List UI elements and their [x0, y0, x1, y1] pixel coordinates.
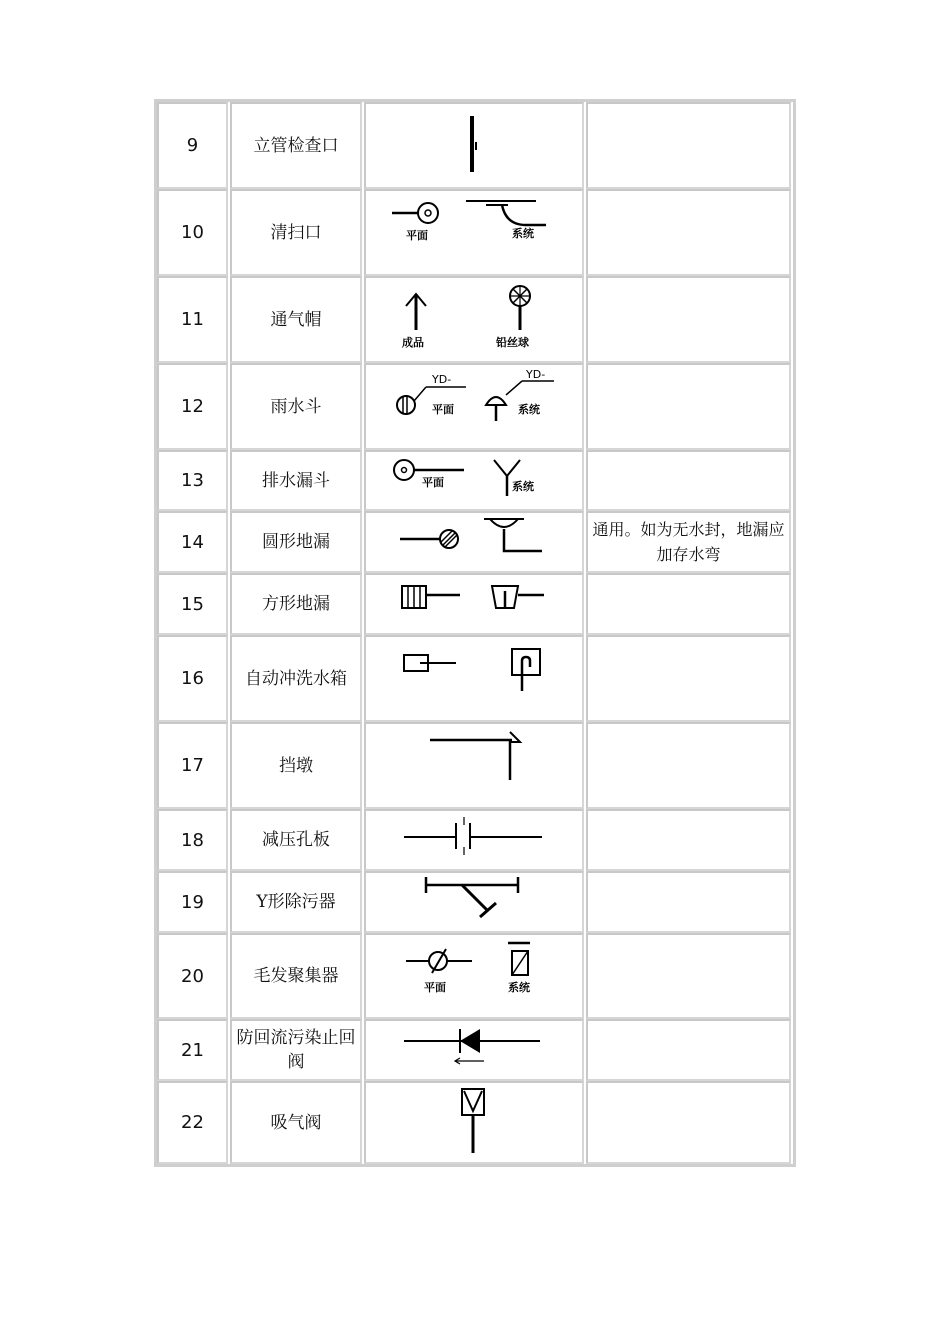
square-floor-drain-icon	[366, 575, 582, 633]
row-note	[586, 933, 791, 1019]
row-note	[586, 1019, 791, 1081]
hair-collector-icon	[366, 935, 582, 1017]
table-row	[157, 809, 793, 871]
row-name: 立管检查口	[230, 102, 362, 189]
row-symbol	[364, 1019, 584, 1081]
row-note	[586, 363, 791, 450]
row-name: 排水漏斗	[230, 450, 362, 511]
row-number: 20	[157, 933, 228, 1019]
row-symbol	[364, 871, 584, 933]
row-number: 12	[157, 363, 228, 450]
row-number: 21	[157, 1019, 228, 1081]
symbol-label: 系统	[512, 480, 534, 493]
row-number: 11	[157, 276, 228, 363]
row-symbol	[364, 102, 584, 189]
table-row	[157, 1019, 793, 1081]
row-note	[586, 189, 791, 276]
symbol-label: 系统	[512, 227, 534, 240]
symbol-label: 系统	[518, 403, 540, 416]
symbol-label: 成品	[402, 336, 424, 349]
row-symbol	[364, 933, 584, 1019]
row-name: 减压孔板	[230, 809, 362, 871]
row-note	[586, 635, 791, 722]
row-name: 通气帽	[230, 276, 362, 363]
symbol-label: 系统	[508, 981, 530, 994]
row-note	[586, 1081, 791, 1164]
row-symbol	[364, 722, 584, 809]
row-name: 挡墩	[230, 722, 362, 809]
row-name: 自动冲洗水箱	[230, 635, 362, 722]
pressure-reducing-orifice-icon	[366, 811, 582, 869]
symbol-label: 平面	[422, 476, 444, 489]
row-note	[586, 573, 791, 635]
row-symbol	[364, 189, 584, 276]
row-name: 清扫口	[230, 189, 362, 276]
row-name: 防回流污染止回阀	[230, 1019, 362, 1081]
row-symbol	[364, 1081, 584, 1164]
table-row	[157, 450, 793, 511]
table-row	[157, 363, 793, 450]
table-row	[157, 722, 793, 809]
row-number: 16	[157, 635, 228, 722]
row-note	[586, 102, 791, 189]
row-note	[586, 450, 791, 511]
symbol-label: 平面	[432, 403, 454, 416]
row-note: 通用。如为无水封，地漏应加存水弯	[586, 511, 791, 573]
row-number: 9	[157, 102, 228, 189]
row-number: 19	[157, 871, 228, 933]
row-symbol	[364, 511, 584, 573]
row-name: 方形地漏	[230, 573, 362, 635]
symbol-label: YD-	[432, 373, 452, 386]
row-symbol	[364, 450, 584, 511]
rain-hopper-icon	[366, 365, 582, 448]
row-symbol	[364, 276, 584, 363]
symbol-label: 平面	[406, 229, 428, 242]
row-note	[586, 276, 791, 363]
auto-flush-tank-icon	[366, 637, 582, 720]
row-number: 14	[157, 511, 228, 573]
table-row	[157, 189, 793, 276]
row-symbol	[364, 809, 584, 871]
y-strainer-icon	[366, 873, 582, 931]
row-note	[586, 722, 791, 809]
row-number: 18	[157, 809, 228, 871]
row-note	[586, 809, 791, 871]
row-symbol	[364, 573, 584, 635]
row-number: 17	[157, 722, 228, 809]
row-name: 雨水斗	[230, 363, 362, 450]
table-row	[157, 871, 793, 933]
row-symbol	[364, 363, 584, 450]
row-symbol	[364, 635, 584, 722]
thrust-block-icon	[366, 724, 582, 807]
table-row	[157, 933, 793, 1019]
symbol-label: 铅丝球	[496, 336, 529, 349]
row-number: 13	[157, 450, 228, 511]
riser-inspection-port-icon	[366, 104, 582, 187]
cleanout-icon	[366, 191, 582, 274]
table-row	[157, 1081, 793, 1164]
table-row	[157, 635, 793, 722]
row-name: Y形除污器	[230, 871, 362, 933]
table-row	[157, 573, 793, 635]
row-number: 22	[157, 1081, 228, 1164]
symbol-label: 平面	[424, 981, 446, 994]
row-number: 15	[157, 573, 228, 635]
drain-funnel-icon	[366, 452, 582, 509]
table-row	[157, 511, 793, 573]
symbol-label: YD-	[526, 368, 546, 381]
symbol-table	[154, 99, 796, 1167]
table-row	[157, 102, 793, 189]
row-number: 10	[157, 189, 228, 276]
backflow-preventer-icon	[366, 1021, 582, 1079]
round-floor-drain-icon	[366, 513, 582, 571]
row-note	[586, 871, 791, 933]
vent-cap-icon	[366, 278, 582, 361]
air-admittance-valve-icon	[366, 1083, 582, 1162]
row-name: 毛发聚集器	[230, 933, 362, 1019]
table-row	[157, 276, 793, 363]
row-name: 圆形地漏	[230, 511, 362, 573]
row-name: 吸气阀	[230, 1081, 362, 1164]
